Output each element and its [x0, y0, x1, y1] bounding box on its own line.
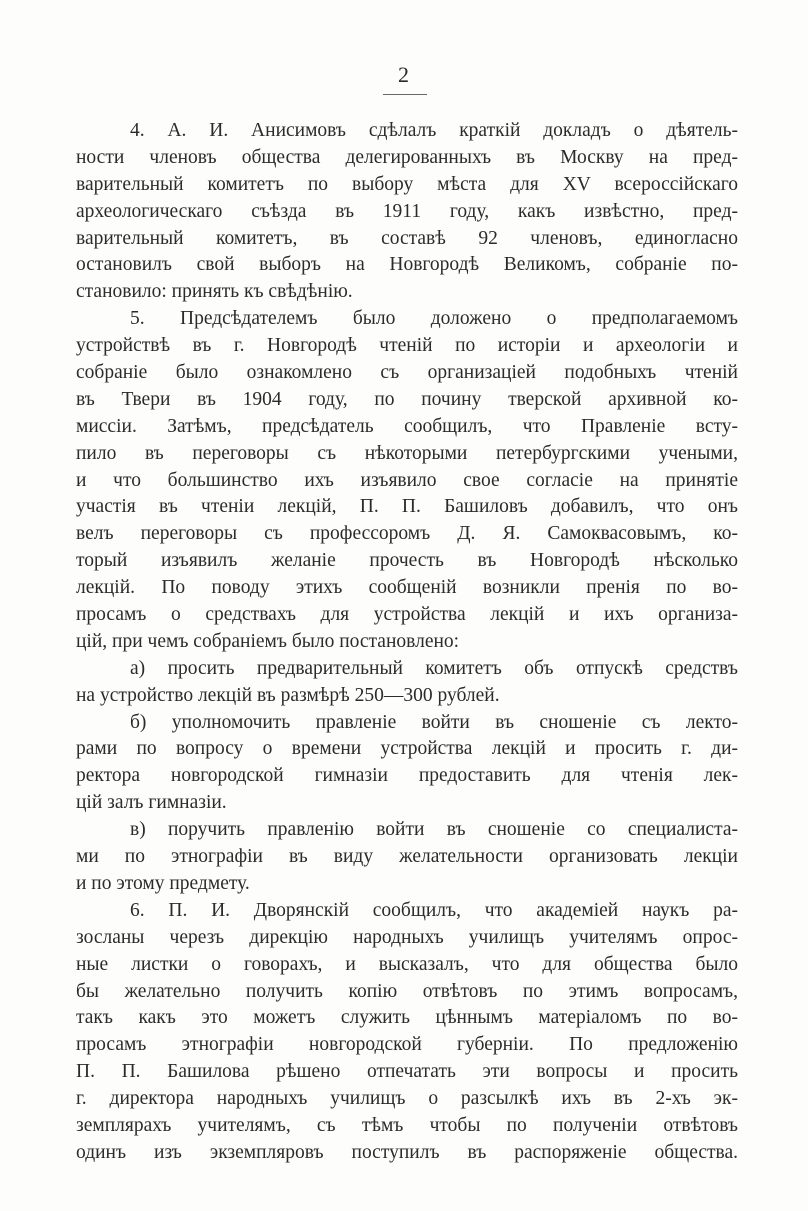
text-line: ректора новгородской гимназіи предоставить для чтенія лек-: [76, 765, 738, 787]
text-line: земплярахъ учителямъ, съ тѣмъ чтобы по полученіи отвѣтовъ: [76, 1114, 738, 1136]
text-line: ные листки о говорахъ, и высказалъ, что для общества было: [76, 953, 738, 975]
page-number-rule: [383, 94, 427, 95]
text-line: варительный комитетъ по выбору мѣста для XV всероссійскаго: [76, 173, 738, 195]
text-line: устройствѣ въ г. Новгородѣ чтеній по исторіи и археологіи и: [76, 335, 738, 357]
text-line: зосланы черезъ дирекцію народныхъ училищъ учителямъ опрос-: [76, 926, 738, 948]
text-line: цій залъ гимназіи.: [76, 792, 227, 814]
page-number: 2: [398, 62, 410, 87]
text-line: лекцій. По поводу этихъ сообщеній возникли пренія по во-: [76, 577, 738, 599]
text-line: цій, при чемъ собраніемъ было постановлено:: [76, 630, 460, 652]
text-line: археологическаго съѣзда въ 1911 году, какъ извѣстно, пред-: [76, 200, 738, 222]
text-line: миссіи. Затѣмъ, предсѣдатель сообщилъ, что Правленіе всту-: [76, 415, 738, 437]
document-body: [76, 118, 738, 1167]
text-line: собраніе было ознакомлено съ организаціей подобныхъ чтеній: [76, 362, 738, 384]
text-line: велъ переговоры съ профессоромъ Д. Я. Самоквасовымъ, ко-: [76, 523, 738, 545]
text-line: а) просить предварительный комитетъ объ отпускѣ средствъ: [130, 657, 738, 679]
text-line: ми по этнографіи въ виду желательности организовать лекціи: [76, 846, 738, 868]
text-line: и что большинство ихъ изъявило свое согласіе на принятіе: [76, 469, 738, 491]
text-line: в) поручить правленію войти въ сношеніе со специалиста-: [130, 819, 738, 841]
text-line: въ Твери въ 1904 году, по почину тверской архивной ко-: [76, 388, 738, 410]
text-line: такъ какъ это можетъ служить цѣннымъ матеріаломъ по во-: [76, 1007, 738, 1029]
text-line: пило въ переговоры съ нѣкоторыми петербургскими учеными,: [76, 442, 738, 464]
text-line: П. П. Башилова рѣшено отпечатать эти вопросы и просить: [76, 1061, 738, 1083]
text-line: варительный комитетъ, въ составѣ 92 членовъ, единогласно: [76, 227, 738, 249]
text-line: остановилъ свой выборъ на Новгородѣ Великомъ, собраніе по-: [76, 254, 738, 276]
text-line: просамъ о средствахъ для устройства лекцій и ихъ организа-: [76, 604, 738, 626]
text-line: и по этому предмету.: [76, 872, 250, 894]
text-line: торый изъявилъ желаніе прочесть въ Новгородѣ нѣсколько: [76, 550, 738, 572]
text-line: б) уполномочить правленіе войти въ сношеніе съ лекто-: [130, 711, 738, 733]
text-line: 4. А. И. Анисимовъ сдѣлалъ краткій докладъ о дѣятель-: [130, 120, 738, 141]
text-line: одинъ изъ экземпляровъ поступилъ въ распоряженіе общества.: [76, 1141, 738, 1163]
text-line: г. директора народныхъ училищъ о разсылкѣ ихъ въ 2-хъ эк-: [76, 1088, 738, 1110]
text-line: бы желательно получить копію отвѣтовъ по этимъ вопросамъ,: [76, 980, 738, 1002]
text-line: 6. П. И. Дворянскій сообщилъ, что академіей наукъ ра-: [130, 899, 738, 921]
text-line: участія въ чтеніи лекцій, П. П. Башиловъ добавилъ, что онъ: [76, 496, 738, 518]
text-line: рами по вопросу о времени устройства лекцій и просить г. ди-: [76, 738, 738, 760]
text-line: 5. Предсѣдателемъ было доложено о предполагаемомъ: [130, 308, 738, 330]
text-line: становило: принять къ свѣдѣнію.: [76, 281, 353, 303]
text-line: просамъ этнографіи новгородской губерніи. По предложенію: [76, 1034, 738, 1056]
text-line: ности членовъ общества делегированныхъ въ Москву на пред-: [76, 146, 738, 168]
text-line: на устройство лекцій въ размѣрѣ 250—300 рублей.: [76, 684, 500, 706]
